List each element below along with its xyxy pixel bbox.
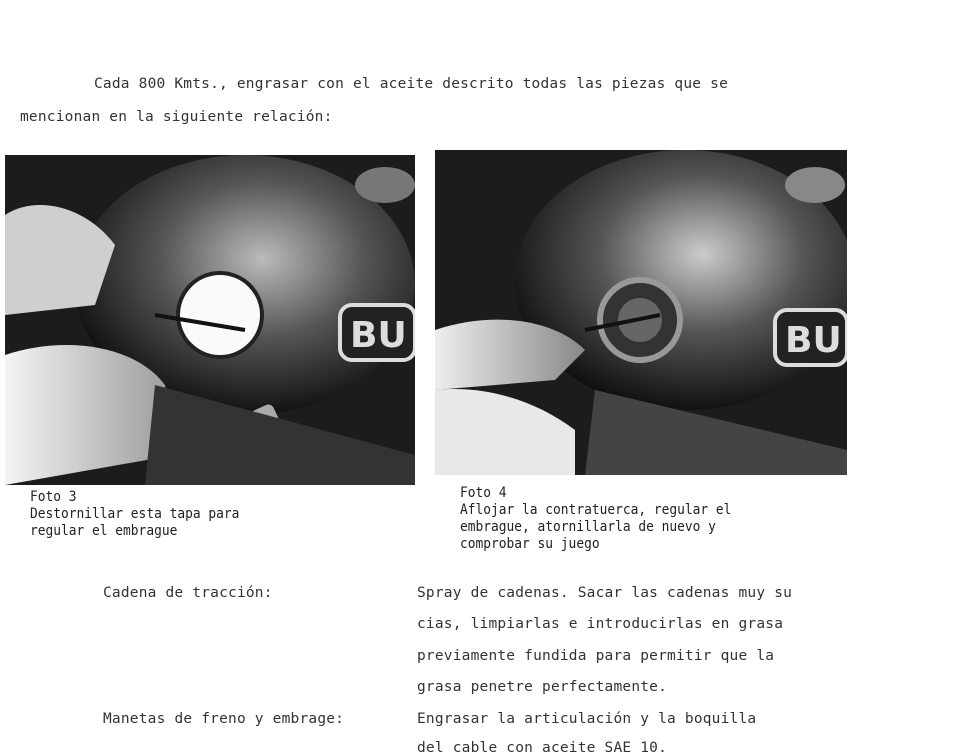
photo-4 [435, 150, 847, 475]
photo-3-label: Foto 3 [30, 489, 77, 505]
photo-4-label: Foto 4 [460, 485, 507, 501]
item-name-manetas: Manetas de freno y embrage: [103, 711, 345, 727]
photo-3-caption [30, 489, 239, 540]
item-desc-line: Engrasar la articulación y la boquilla [417, 711, 757, 727]
item-desc-line: previamente fundida para permitir que la [417, 648, 775, 664]
item-desc-line: del cable con aceite SAE 10. [417, 740, 668, 756]
photo-3 [5, 155, 415, 485]
caption-line: Destornillar esta tapa para [30, 506, 240, 522]
caption-line: comprobar su juego [460, 536, 600, 552]
item-desc-line: Spray de cadenas. Sacar las cadenas muy su [417, 585, 793, 601]
svg-text:BU: BU [350, 315, 407, 356]
intro-line-2: mencionan en la siguiente relación: [20, 109, 333, 125]
photo-4-caption [460, 485, 731, 553]
caption-line: regular el embrague [30, 523, 178, 539]
caption-line: embrague, atornillarla de nuevo y [460, 519, 716, 535]
item-name-cadena: Cadena de tracción: [103, 585, 273, 601]
intro-line-1: Cada 800 Kmts., engrasar con el aceite descrito todas las piezas que se [94, 76, 729, 92]
item-desc-line: cias, limpiarlas e introducirlas en grasa [417, 616, 784, 632]
item-desc-line: grasa penetre perfectamente. [417, 679, 668, 695]
svg-text:BU: BU [785, 320, 842, 361]
caption-line: Aflojar la contratuerca, regular el [460, 502, 732, 518]
